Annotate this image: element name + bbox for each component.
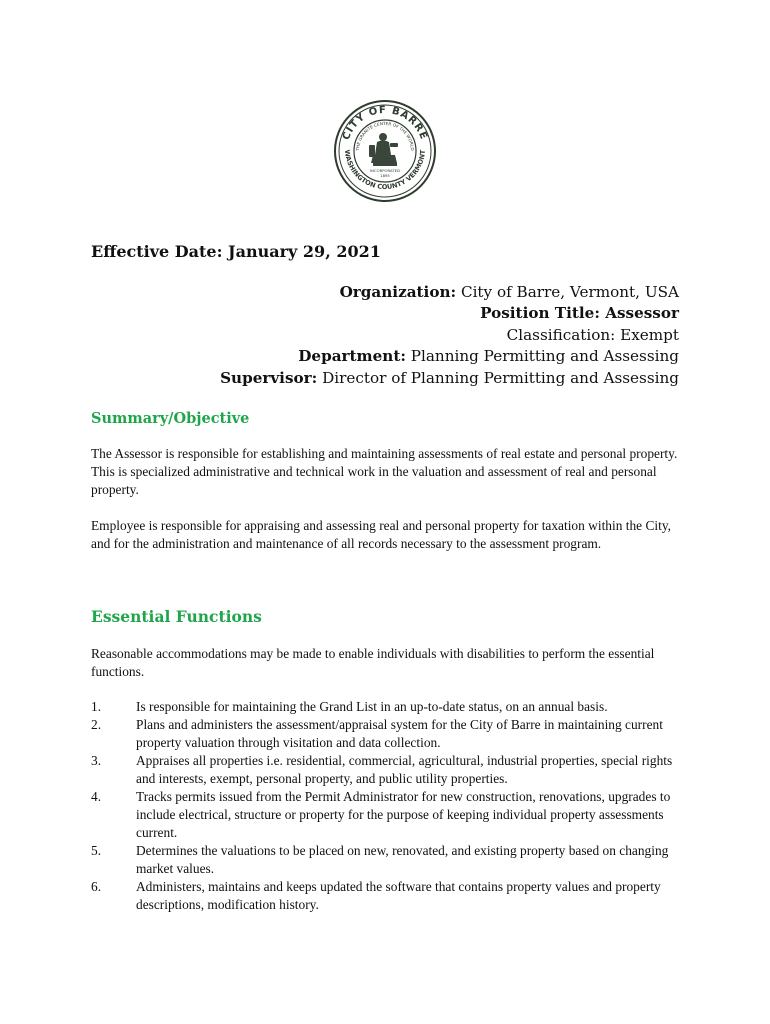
supervisor-value: Director of Planning Permitting and Assessing (322, 368, 679, 387)
department-label: Department: (298, 347, 406, 366)
list-item-number: 3. (91, 753, 102, 768)
department-value: Planning Permitting and Assessing (410, 347, 679, 366)
city-seal-logo (333, 99, 437, 203)
list-item-number: 2. (91, 717, 102, 732)
seal-graphic (333, 99, 437, 203)
essential-intro: Reasonable accommodations may be made to enable individuals with disabilities to perform the essential functions. (91, 646, 655, 679)
summary-paragraph-1: The Assessor is responsible for establishing and maintaining assessments of real estate and personal property. This is specialized administrative and technical work in the valuation and assessment of real and personal property. (91, 446, 678, 497)
position-title: Position Title: Assessor (480, 304, 679, 323)
seal-inner-text: THE GRANITE CENTER OF THE WORLD (354, 120, 416, 151)
list-item-text: Plans and administers the assessment/appraisal system for the City of Barre in maintaining current property valuation through visitation and data collection. (136, 717, 663, 750)
supervisor-line (220, 368, 679, 389)
organization-line (220, 282, 679, 303)
summary-paragraph-2: Employee is responsible for appraising and assessing real and personal property for taxation within the City, and for the administration and maintenance of all records necessary to the assessment program. (91, 518, 671, 551)
list-item-text: Determines the valuations to be placed on new, renovated, and existing property based on changing market values. (136, 843, 669, 876)
supervisor-label: Supervisor: (220, 368, 318, 387)
summary-heading: Summary/Objective (91, 410, 250, 427)
list-item-number: 4. (91, 789, 102, 804)
list-item-number: 1. (91, 699, 102, 714)
list-item-text: Is responsible for maintaining the Grand List in an up-to-date status, on an annual basis. (136, 699, 608, 714)
list-item-number: 6. (91, 879, 102, 894)
seal-bottom-text: WASHINGTON COUNTY VERMONT (342, 149, 428, 192)
seal-incorporated: INCORPORATED (370, 168, 400, 173)
seal-top-text: CITY OF BARRE (340, 104, 430, 142)
department-line (220, 346, 679, 367)
list-item-number: 5. (91, 843, 102, 858)
list-item-text: Appraises all properties i.e. residential, commercial, agricultural, industrial properties, special rights and interests, exempt, personal property, and public utility properties. (136, 753, 673, 786)
list-item-text: Administers, maintains and keeps updated the software that contains property values and property descriptions, modification history. (136, 879, 661, 912)
organization-value: City of Barre, Vermont, USA (460, 283, 679, 301)
list-item (91, 878, 691, 914)
essential-functions-list (91, 698, 691, 914)
list-item (91, 788, 691, 842)
list-item (91, 698, 691, 716)
list-item (91, 752, 691, 788)
essential-functions-heading: Essential Functions (91, 607, 262, 626)
effective-date: Effective Date: January 29, 2021 (91, 242, 381, 261)
position-meta-block (220, 282, 679, 389)
list-item (91, 716, 691, 752)
list-item-text: Tracks permits issued from the Permit Administrator for new construction, renovations, upgrades to include electrical, structure or property for the purpose of keeping individual property assessments current. (136, 789, 671, 840)
organization-label: Organization: (339, 283, 457, 301)
seal-year: 1895 (380, 173, 390, 178)
list-item (91, 842, 691, 878)
classification: Classification: Exempt (506, 325, 679, 344)
